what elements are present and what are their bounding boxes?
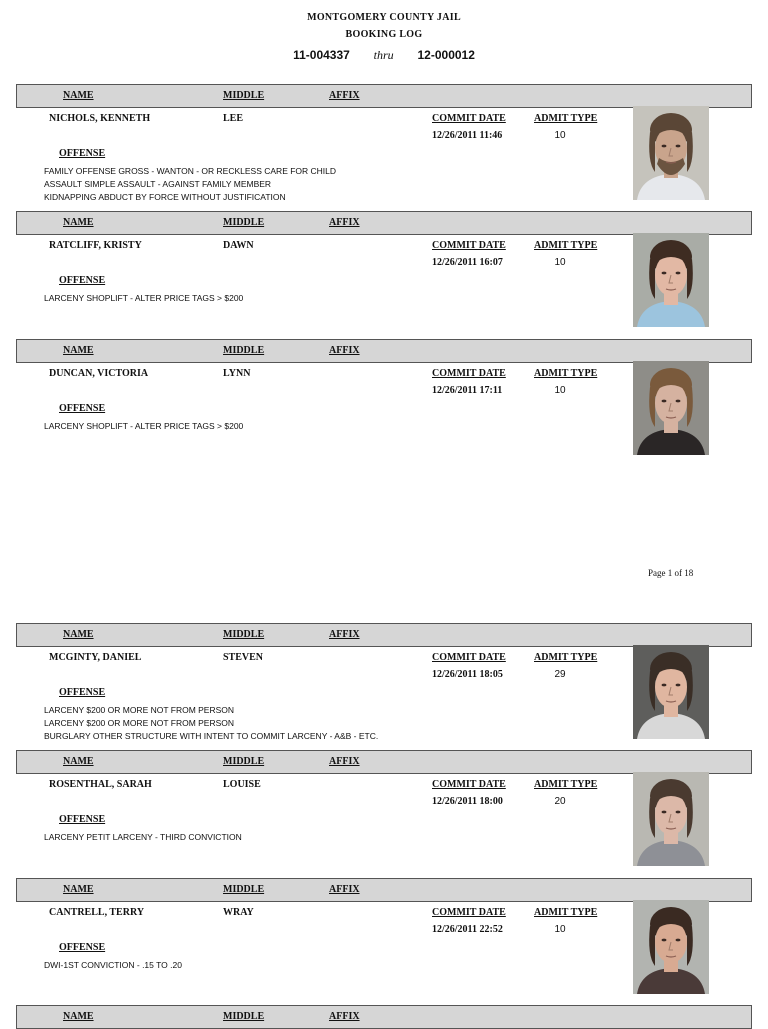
name-label: NAME	[63, 345, 94, 356]
commit-date: 12/26/2011 18:05	[432, 669, 503, 680]
middle-label: MIDDLE	[223, 756, 265, 767]
mugshot-photo	[633, 106, 709, 200]
admit-type-label: ADMIT TYPE	[534, 368, 598, 379]
admit-type: 10	[554, 924, 566, 935]
middle-label: MIDDLE	[223, 884, 265, 895]
mugshot-photo	[633, 645, 709, 739]
middle-label: MIDDLE	[223, 217, 265, 228]
affix-label: AFFIX	[329, 884, 360, 895]
inmate-name: ROSENTHAL, SARAH	[49, 779, 152, 790]
middle-label: MIDDLE	[223, 345, 265, 356]
range-separator: thru	[373, 48, 394, 62]
admit-type: 10	[554, 385, 566, 396]
mugshot-photo	[633, 361, 709, 455]
range-start: 11-004337	[293, 48, 350, 62]
admit-type-label: ADMIT TYPE	[534, 652, 598, 663]
record-header-bar	[16, 211, 752, 235]
record-header-bar	[16, 750, 752, 774]
commit-date: 12/26/2011 18:00	[432, 796, 503, 807]
commit-date: 12/26/2011 16:07	[432, 257, 503, 268]
admit-type-label: ADMIT TYPE	[534, 779, 598, 790]
inmate-middle-name: WRAY	[223, 907, 254, 918]
name-label: NAME	[63, 217, 94, 228]
record-header-bar	[16, 339, 752, 363]
record-header-bar	[16, 84, 752, 108]
admit-type-label: ADMIT TYPE	[534, 907, 598, 918]
commit-date-label: COMMIT DATE	[432, 779, 506, 790]
admit-type: 29	[554, 669, 566, 680]
page-number: Page 1 of 18	[648, 568, 694, 578]
record-header-bar	[16, 1005, 752, 1029]
offense-line: BURGLARY OTHER STRUCTURE WITH INTENT TO COMMIT LARCENY - A&B - ETC.	[44, 731, 379, 741]
offense-label: OFFENSE	[59, 275, 106, 286]
inmate-name: NICHOLS, KENNETH	[49, 113, 151, 124]
name-label: NAME	[63, 90, 94, 101]
booking-range	[0, 48, 768, 63]
affix-label: AFFIX	[329, 756, 360, 767]
log-title: BOOKING LOG	[345, 29, 423, 40]
commit-date-label: COMMIT DATE	[432, 907, 506, 918]
admit-type-label: ADMIT TYPE	[534, 240, 598, 251]
inmate-middle-name: LEE	[223, 113, 244, 124]
offense-line: KIDNAPPING ABDUCT BY FORCE WITHOUT JUSTIFICATION	[44, 192, 286, 202]
inmate-name: CANTRELL, TERRY	[49, 907, 145, 918]
admit-type: 10	[554, 130, 566, 141]
inmate-middle-name: LYNN	[223, 368, 251, 379]
offense-label: OFFENSE	[59, 814, 106, 825]
commit-date-label: COMMIT DATE	[432, 368, 506, 379]
offense-line: ASSAULT SIMPLE ASSAULT - AGAINST FAMILY MEMBER	[44, 179, 272, 189]
offense-line: FAMILY OFFENSE GROSS - WANTON - OR RECKLESS CARE FOR CHILD	[44, 166, 337, 176]
record-header-bar	[16, 623, 752, 647]
range-end: 12-000012	[417, 48, 475, 62]
admit-type-label: ADMIT TYPE	[534, 113, 598, 124]
mugshot-photo	[633, 772, 709, 866]
offense-line: LARCENY $200 OR MORE NOT FROM PERSON	[44, 705, 235, 715]
offense-label: OFFENSE	[59, 403, 106, 414]
commit-date-label: COMMIT DATE	[432, 113, 506, 124]
name-label: NAME	[63, 629, 94, 640]
commit-date: 12/26/2011 11:46	[432, 130, 503, 141]
offense-label: OFFENSE	[59, 148, 106, 159]
offense-line: LARCENY PETIT LARCENY - THIRD CONVICTION	[44, 832, 242, 842]
affix-label: AFFIX	[329, 217, 360, 228]
inmate-middle-name: STEVEN	[223, 652, 264, 663]
inmate-name: RATCLIFF, KRISTY	[49, 240, 142, 251]
inmate-name: MCGINTY, DANIEL	[49, 652, 142, 663]
offense-line: LARCENY SHOPLIFT - ALTER PRICE TAGS > $200	[44, 421, 244, 431]
middle-label: MIDDLE	[223, 629, 265, 640]
offense-label: OFFENSE	[59, 687, 106, 698]
inmate-middle-name: LOUISE	[223, 779, 261, 790]
name-label: NAME	[63, 884, 94, 895]
commit-date: 12/26/2011 17:11	[432, 385, 503, 396]
affix-label: AFFIX	[329, 1011, 360, 1022]
offense-line: LARCENY $200 OR MORE NOT FROM PERSON	[44, 718, 235, 728]
name-label: NAME	[63, 1011, 94, 1022]
commit-date-label: COMMIT DATE	[432, 240, 506, 251]
middle-label: MIDDLE	[223, 90, 265, 101]
affix-label: AFFIX	[329, 90, 360, 101]
offense-line: DWI-1ST CONVICTION - .15 TO .20	[44, 960, 182, 970]
mugshot-photo	[633, 233, 709, 327]
middle-label: MIDDLE	[223, 1011, 265, 1022]
inmate-middle-name: DAWN	[223, 240, 254, 251]
offense-line: LARCENY SHOPLIFT - ALTER PRICE TAGS > $200	[44, 293, 244, 303]
jail-title: MONTGOMERY COUNTY JAIL	[307, 12, 461, 23]
affix-label: AFFIX	[329, 345, 360, 356]
admit-type: 10	[554, 257, 566, 268]
offense-label: OFFENSE	[59, 942, 106, 953]
commit-date-label: COMMIT DATE	[432, 652, 506, 663]
inmate-name: DUNCAN, VICTORIA	[49, 368, 149, 379]
mugshot-photo	[633, 900, 709, 994]
affix-label: AFFIX	[329, 629, 360, 640]
record-header-bar	[16, 878, 752, 902]
name-label: NAME	[63, 756, 94, 767]
admit-type: 20	[554, 796, 566, 807]
commit-date: 12/26/2011 22:52	[432, 924, 503, 935]
